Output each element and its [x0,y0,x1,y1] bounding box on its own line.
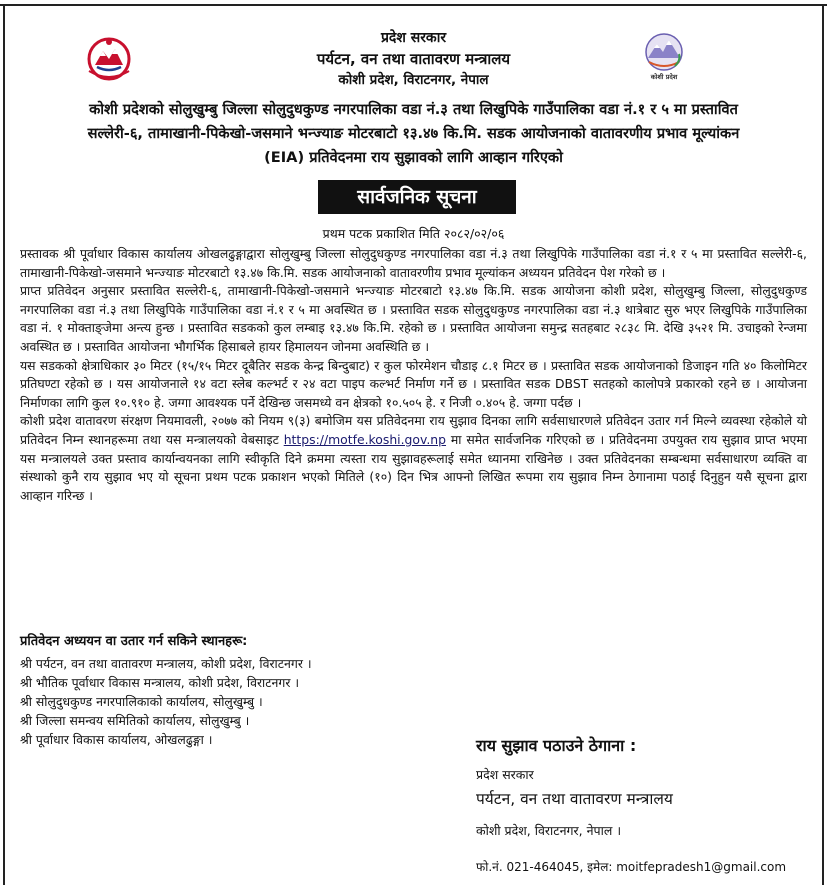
address-ministry: पर्यटन, वन तथा वातावरण मन्त्रालय [476,790,673,808]
address-contact: फो.नं. 021-464045, इमेल: moitfepradesh1@gmail.com [476,860,787,874]
location-item: श्री भौतिक पूर्वाधार विकास मन्त्रालय, कोशी प्रदेश, विराटनगर । [20,675,300,690]
header-ministry: पर्यटन, वन तथा वातावरण मन्त्रालय [316,50,511,68]
location-item: श्री पूर्वाधार विकास कार्यालय, ओखलढुङ्गा । [20,732,213,747]
header-government: प्रदेश सरकार [380,30,447,46]
top-border [0,4,827,6]
location-item: श्री सोलुदुधकुण्ड नगरपालिकाको कार्यालय, सोलुखुम्बु । [20,694,263,709]
ministry-header [0,28,827,91]
subject-line-2: सल्लेरी-६, तामाखानी-पिकेखो-जसमाने भन्ज्याङ मोटरबाटो १३.४७ कि.मि. सडक आयोजनाको वातावरणीय प्रभाव मूल्यांकन [87,125,740,142]
location-item: श्री जिल्ला समन्वय समितिको कार्यालय, सोलुखुम्बु । [20,713,250,728]
subject-line-3: (EIA) प्रतिवेदनमा राय सुझावको लागि आव्हान गरिएको [264,149,563,166]
notice-subject [22,98,805,170]
notice-body [20,245,807,505]
location-item: श्री पर्यटन, वन तथा वातावरण मन्त्रालय, कोशी प्रदेश, विराटनगर । [20,656,312,671]
address-government: प्रदेश सरकार [476,767,534,782]
locations-title: प्रतिवेदन अध्ययन वा उतार गर्न सकिने स्थानहरू: [20,634,248,649]
body-paragraph-4 [20,412,807,505]
address-location: कोशी प्रदेश, विराटनगर, नेपाल । [476,823,622,838]
left-border [3,4,5,885]
publication-date: प्रथम पटक प्रकाशित मिति २०८२/०२/०६ [322,226,505,241]
locations-list [20,654,460,749]
report-locations [20,632,460,749]
ministry-website-link[interactable]: https://motfe.koshi.gov.np [283,431,447,447]
feedback-address [476,734,806,884]
logo-caption: कोशी प्रदेश [650,73,678,81]
header-location: कोशी प्रदेश, विराटनगर, नेपाल [338,72,489,88]
body-paragraph-4-start: कोशी प्रदेश वातावरण संरक्षण नियमावली, २०७७ को नियम ९(३) बमोजिम यस प्रतिवेदनमा राय सुझाव दिनका लागि सर्वसाधारणले प्रतिवेदन उतार गर्न मिल्ने व्यवस्था रहेकोले यो प्रतिवेदन निम्न स्थानहरूमा तथा यस मन्त्रालयको वेबसाइट [20,413,807,447]
body-paragraph-2: प्राप्त प्रतिवेदन अनुसार प्रस्तावित सल्लेरी-६, तामाखानी-पिकेखो-जसमाने भन्ज्याङ मोटरबाटो १३.४७ कि.मि. सडक आयोजना कोशी प्रदेश, सोलुखुम्बु जिल्ला, सोलुदुधकुण्ड नगरपालिका वडा नं.३ तथा लिखुपिके गाउँपालिका वडा नं.१ र ५ मा अवस्थित छ । प्रस्तावित सडक सोलुदुधकुण्ड नगरपालिका वडा नं.३ थात्रेबाट सुरु भएर लिखुपिके गाउँपालिका वडा नं. १ मोक्ताङ्जेमा अन्त्य हुन्छ । प्रस्तावित सडकको कुल लम्बाइ १३.४७ कि.मि. रहेको छ । प्रस्तावित आयोजना समुन्द्र सतहबाट २८३८ मि. देखि ३५२१ मि. उचाइको रेन्जमा अवस्थित छ । प्रस्तावित आयोजना भौगर्भिक हिसाबले हायर हिमालयन जोनमा अवस्थिति छ । [20,283,807,354]
body-paragraph-3: यस सडकको क्षेत्राधिकार ३० मिटर (१५/१५ मिटर दूबैतिर सडक केन्द्र बिन्दुबाट) र कुल फोरमेशन चौडाइ ८.१ मिटर छ । प्रस्तावित सडक आयोजनाको डिजाइन गति ४० किलोमिटर प्रतिघण्टा रहेको छ । यस आयोजनाले १४ वटा स्लेब कल्भर्ट र २४ वटा पाइप कल्भर्ट निर्माण गर्ने छ । प्रस्तावित सडक DBST सतहको कालोपत्रे प्रकारको रहने छ । आयोजना निर्माणका लागि कुल १०.९१० हे. जग्गा आवश्यक पर्ने देखिन्छ जसमध्ये वन क्षेत्रको १०.५०५ हे. र निजी ०.४०५ हे. जग्गा पर्दछ । [20,357,807,410]
right-border [822,4,824,885]
body-paragraph-1: प्रस्तावक श्री पूर्वाधार विकास कार्यालय ओखलढुङ्गाद्वारा सोलुखुम्बु जिल्ला सोलुदुधकुण्ड नगरपालिका वडा नं.३ तथा लिखुपिके गाउँपालिका वडा नं.१ र ५ मा प्रस्तावित सल्लेरी-६, तामाखानी-पिकेखो-जसमाने भन्ज्याङ मोटरबाटो १३.४७ कि.मि. सडक आयोजनाको वातावरणीय प्रभाव मूल्यांकन अध्ययन प्रतिवेदन पेश गरेको छ । [20,246,807,280]
subject-line-1: कोशी प्रदेशको सोलुखुम्बु जिल्ला सोलुदुधकुण्ड नगरपालिका वडा नं.३ तथा लिखुपिके गाउँपालिका वडा नं.१ र ५ मा प्रस्तावित [89,101,738,118]
body-paragraph-4-end: मा समेत सार्वजनिक गरिएको छ । प्रतिवेदनमा उपयुक्त राय सुझाव प्राप्त भएमा यस मन्त्रालयले उक्त प्रस्ताव कार्यान्वयनका लागि स्वीकृति दिने क्रममा त्यस्ता राय सुझावहरूलाई समेत ध्यानमा राखिनेछ । उक्त प्रतिवेदनका सम्बन्धमा सर्वसाधारण व्यक्ति वा संस्थाको कुनै राय सुझाव भए यो सूचना प्रथम पटक प्रकाशन भएको मितिले (१०) दिन भित्र आफ्नो लिखित रूपमा राय सुझाव निम्न ठेगानामा पठाई दिनुहुन यसै सूचना द्वारा आव्हान गरिन्छ । [20,431,807,503]
public-notice-banner: सार्वजनिक सूचना [318,180,516,214]
address-title: राय सुझाव पठाउने ठेगाना : [476,736,637,755]
